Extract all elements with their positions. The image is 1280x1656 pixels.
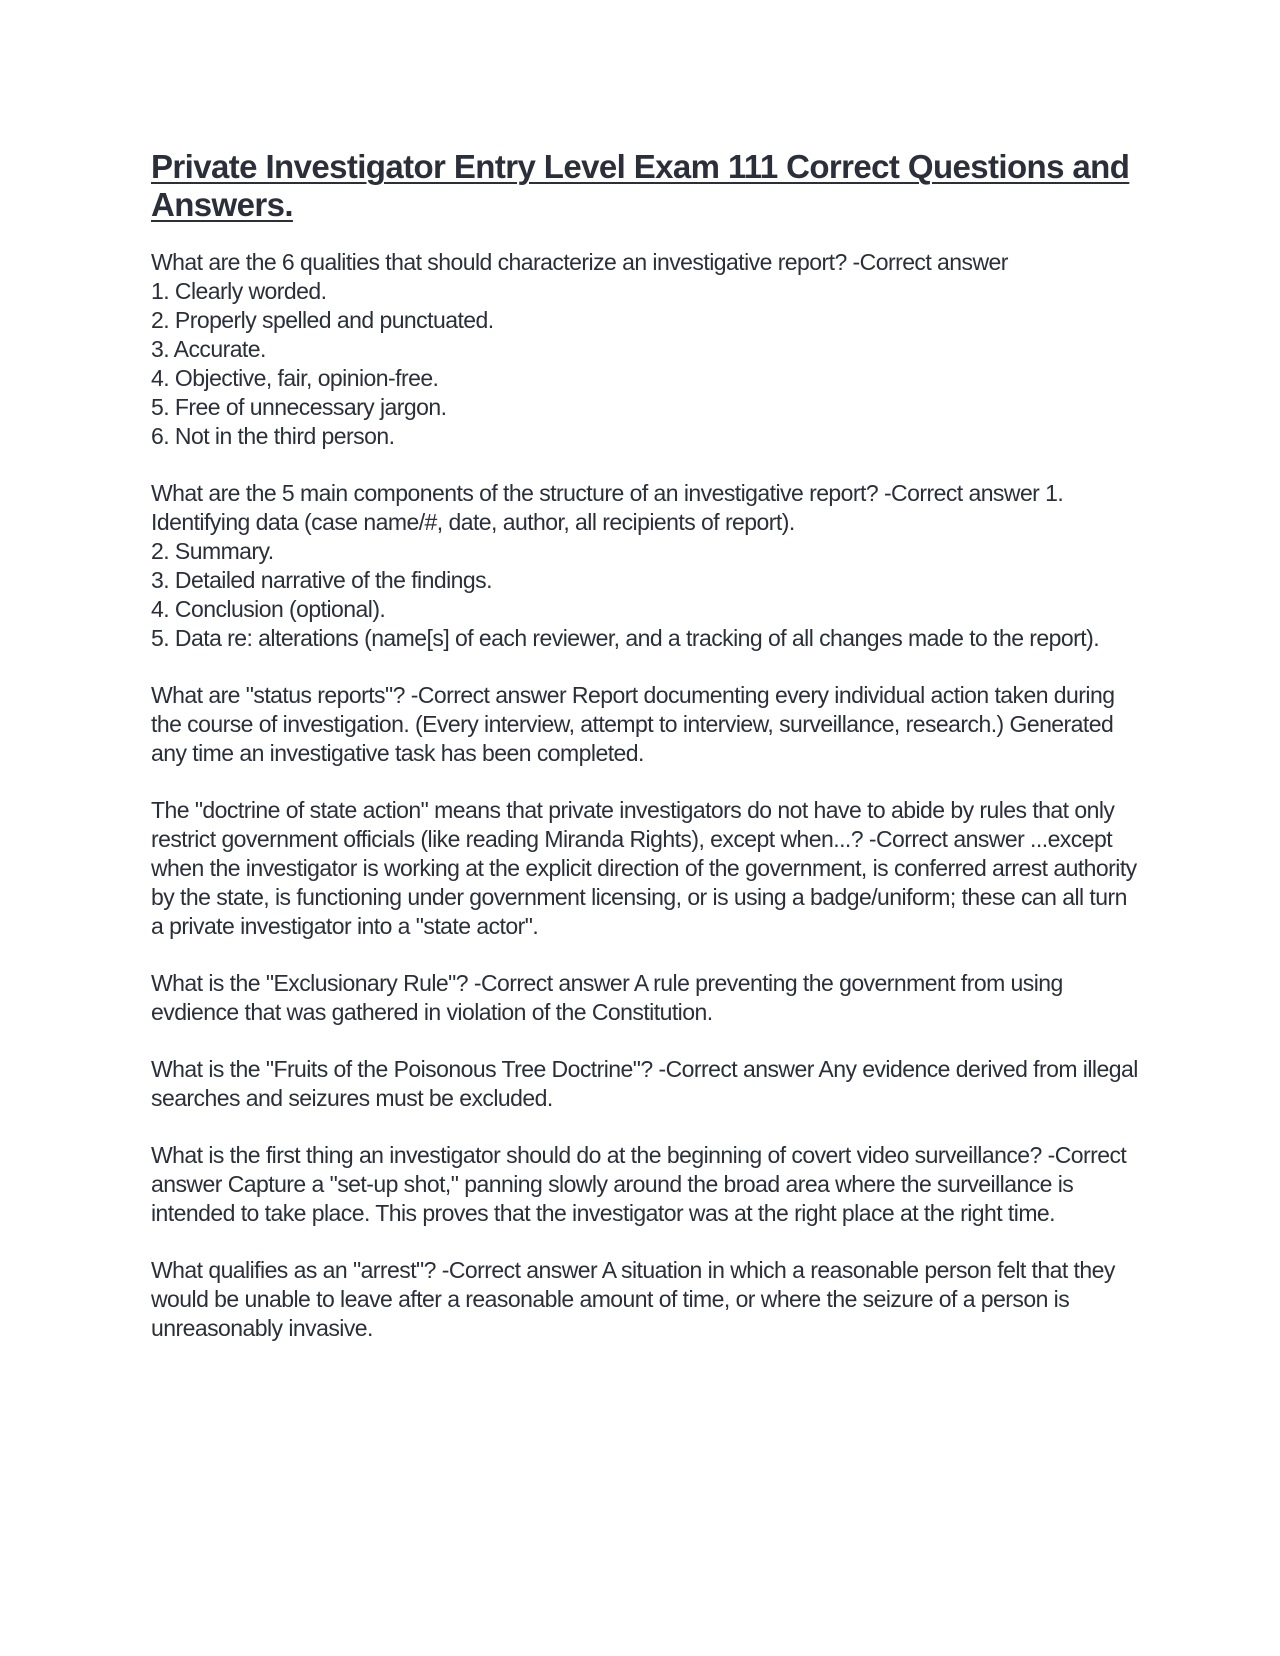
qa-item	[151, 479, 1141, 653]
answer-text: ...except when the investigator is working at the explicit direction of the government, is conferred arrest authority by the state, is functioning under government licensing, or is using a badge/uniform; these can all turn a private investigator into a "state actor".	[151, 826, 1137, 939]
answer-marker: -Correct answer	[468, 970, 634, 996]
qa-item	[151, 1055, 1141, 1113]
answer-marker: -Correct answer	[863, 826, 1031, 852]
question-text: What is the "Exclusionary Rule"?	[151, 970, 469, 996]
qa-first-line	[151, 796, 1141, 941]
answer-text: A situation in which a reasonable person felt that they would be unable to leave after a reasonable amount of time, or where the seizure of a person is unreasonably invasive.	[151, 1257, 1115, 1341]
question-text: What is the "Fruits of the Poisonous Tree Doctrine"?	[151, 1056, 653, 1082]
qa-first-line	[151, 479, 1141, 537]
answer-text: Capture a "set-up shot," panning slowly around the broad area where the surveillance is intended to take place. This proves that the investigator was at the right place at the right time.	[151, 1171, 1074, 1226]
qa-first-line	[151, 1055, 1141, 1113]
document-title: Private Investigator Entry Level Exam 111 Correct Questions and Answers.	[151, 148, 1130, 223]
answer-marker: -Correct answer	[652, 1056, 819, 1082]
question-text: What are "status reports"?	[151, 682, 405, 708]
answer-line: 3. Detailed narrative of the findings.	[151, 567, 492, 593]
qa-item	[151, 681, 1141, 768]
answer-line: 2. Properly spelled and punctuated.	[151, 307, 494, 333]
answer-text: Report documenting every individual action taken during the course of investigation. (Every interview, attempt to interview, surveillance, research.) Generated any time an investigative task has been completed.	[151, 682, 1115, 766]
question-text: What are the 5 main components of the structure of an investigative report?	[151, 480, 879, 506]
answer-line: 1. Clearly worded.	[151, 278, 327, 304]
qa-item	[151, 969, 1141, 1027]
qa-first-line	[151, 1141, 1141, 1228]
answer-line: 3. Accurate.	[151, 336, 266, 362]
qa-first-line	[151, 248, 1141, 277]
answer-line: 5. Free of unnecessary jargon.	[151, 394, 447, 420]
answer-marker: -Correct answer	[878, 480, 1046, 506]
question-text: What qualifies as an "arrest"?	[151, 1257, 436, 1283]
answer-marker: -Correct answer	[846, 249, 1008, 275]
qa-list	[151, 248, 1141, 1343]
question-text: What are the 6 qualities that should characterize an investigative report?	[151, 249, 847, 275]
qa-item	[151, 248, 1141, 451]
qa-first-line	[151, 681, 1141, 768]
answer-text: 1. Identifying data (case name/#, date, author, all recipients of report).	[151, 480, 1064, 535]
question-text: What is the first thing an investigator should do at the beginning of covert video surveillance?	[151, 1142, 1042, 1168]
qa-item	[151, 1141, 1141, 1228]
question-text: The "doctrine of state action" means that private investigators do not have to abide by rules that only restrict government officials (like reading Miranda Rights), except when...?	[151, 797, 1115, 852]
answer-text: Any evidence derived from illegal searches and seizures must be excluded.	[151, 1056, 1138, 1111]
qa-first-line	[151, 969, 1141, 1027]
qa-item	[151, 1256, 1141, 1343]
document-page	[151, 148, 1141, 1371]
answer-line: 5. Data re: alterations (name[s] of each reviewer, and a tracking of all changes made to the report).	[151, 625, 1100, 651]
answer-line: 6. Not in the third person.	[151, 423, 395, 449]
answer-text: A rule preventing the government from using evdience that was gathered in violation of the Constitution.	[151, 970, 1063, 1025]
answer-marker: -Correct answer	[151, 1142, 1127, 1197]
answer-line: 4. Objective, fair, opinion-free.	[151, 365, 439, 391]
answer-line: 4. Conclusion (optional).	[151, 596, 386, 622]
answer-marker: -Correct answer	[435, 1257, 602, 1283]
answer-marker: -Correct answer	[404, 682, 572, 708]
qa-first-line	[151, 1256, 1141, 1343]
qa-item	[151, 796, 1141, 941]
answer-line: 2. Summary.	[151, 538, 274, 564]
